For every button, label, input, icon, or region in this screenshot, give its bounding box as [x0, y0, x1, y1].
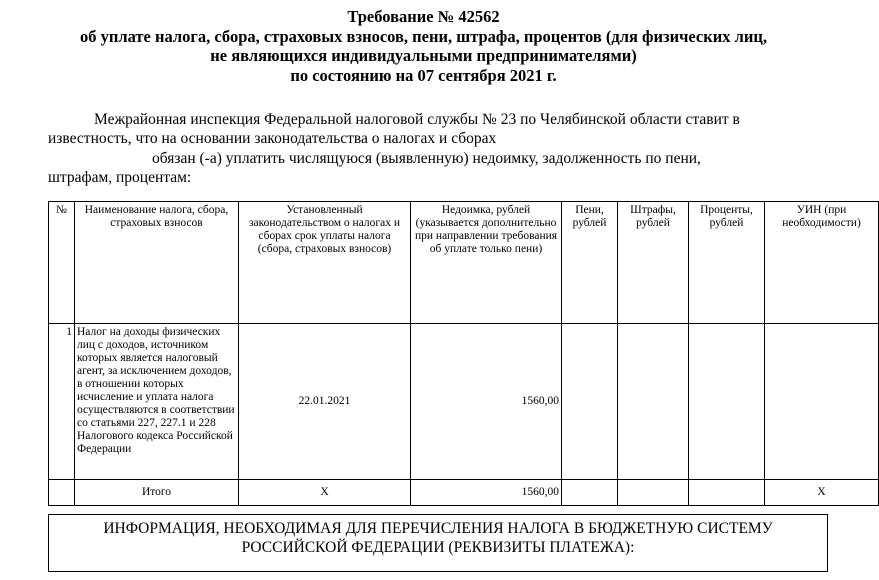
row-tax-name: Налог на доходы физических лиц с доходов, источником которых является налоговый агент, за исключением доходов, в отношении которых исчисление и уплата налога осуществляются в соответствии со статьями 227, 227.1 и 228 Налогового кодекса Российской Федерации [75, 324, 239, 480]
body-text-line1: Межрайонная инспекция Федеральной налоговой службы № 23 по Челябинской области ставит в [94, 111, 740, 128]
total-arrears: 1560,00 [411, 480, 562, 506]
header-num: № [49, 202, 75, 324]
row-fines [618, 324, 689, 480]
body-text-line3: обязан (-а) уплатить числящуюся (выявленную) недоимку, задолженность по пени, [152, 150, 701, 167]
table-total-row [49, 480, 879, 506]
body-text-line4: штрафам, процентам: [48, 169, 192, 186]
body-text-line2: известность, что на основании законодательства о налогах и сборах [48, 130, 497, 147]
payment-info-line2: РОССИЙСКОЙ ФЕДЕРАЦИИ (РЕКВИЗИТЫ ПЛАТЕЖА): [241, 539, 635, 556]
table-row [49, 324, 879, 480]
row-arrears: 1560,00 [411, 324, 562, 480]
row-penalty [562, 324, 618, 480]
payment-info-box [48, 514, 828, 572]
payment-info-line1: ИНФОРМАЦИЯ, НЕОБХОДИМАЯ ДЛЯ ПЕРЕЧИСЛЕНИЯ НАЛОГА В БЮДЖЕТНУЮ СИСТЕМУ [103, 520, 773, 537]
total-label: Итого [75, 480, 239, 506]
document-date: по состоянию на 07 сентября 2021 г. [290, 66, 557, 85]
row-interest [689, 324, 765, 480]
document-subtitle-line2: не являющихся индивидуальными предпринимателями) [210, 46, 637, 65]
arrears-table [48, 201, 879, 506]
header-name: Наименование налога, сбора, страховых взносов [75, 202, 239, 324]
header-uin: УИН (при необходимости) [765, 202, 879, 324]
document-subtitle-line1: об уплате налога, сбора, страховых взносов, пени, штрафа, процентов (для физических лиц, [79, 27, 768, 46]
row-num: 1 [49, 324, 75, 480]
header-deadline: Установленный законодательством о налогах и сборах срок уплаты налога (сбора, страховых взносов) [239, 202, 411, 324]
table-header-row [49, 202, 879, 324]
document-title: Требование № 42562 [347, 7, 500, 26]
header-arrears: Недоимка, рублей (указывается дополнительно при направлении требования об уплате только пени) [411, 202, 562, 324]
total-deadline: X [239, 480, 411, 506]
row-uin [765, 324, 879, 480]
header-fines: Штрафы, рублей [618, 202, 689, 324]
row-deadline: 22.01.2021 [239, 324, 411, 480]
header-interest: Проценты, рублей [689, 202, 765, 324]
header-penalty: Пени, рублей [562, 202, 618, 324]
total-uin: X [765, 480, 879, 506]
